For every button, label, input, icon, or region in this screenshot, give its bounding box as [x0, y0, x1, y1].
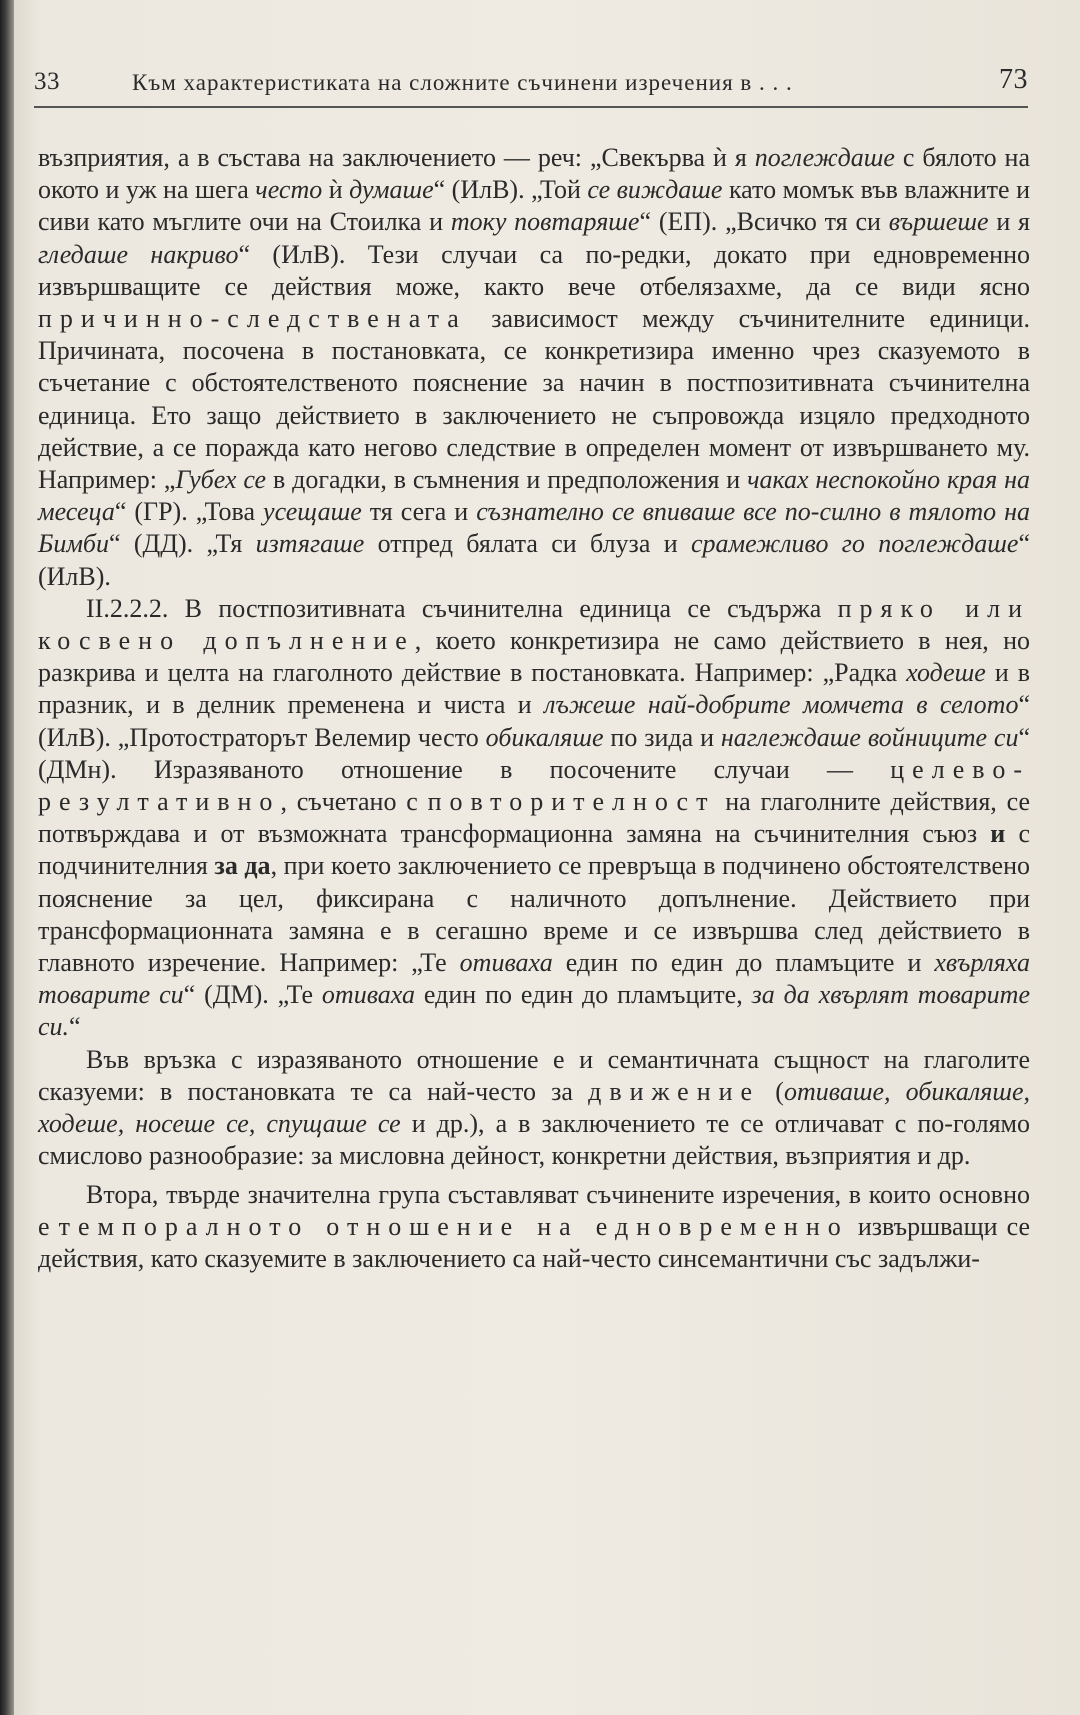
paragraph-3: Във връзка с изразяваното отношение е и семантичната същност на глаголите сказуеми: в постановката те са най-често за движение (отиваше, обикаляше, ходеше, носеше се, спущаше се и др.), а в заключението те се отличават с по-голямо смислово разнообразие: за мисловна дейност, конкретни действия, възприятия и др.: [38, 1044, 1031, 1171]
running-header: [34, 64, 1028, 104]
header-left-number: 33: [34, 68, 60, 95]
header-title: Към характеристиката на сложните съчинени изречения в . . .: [132, 70, 793, 95]
book-spine-shadow: [0, 0, 14, 1715]
body-text: [38, 142, 1030, 1275]
header-rule: [34, 106, 1028, 108]
paragraph-1: възприятия, а в състава на заключението — реч: „Свекърва ѝ я поглеждаше с бялото на окото и уж на шега често ѝ думаше“ (ИлВ). „Той се виждаше като момък във влажните и сиви като мъглите очи на Стоилка и току повтаряше“ (ЕП). „Всичко тя си вършеше и я гледаше накриво“ (ИлВ). Тези случаи са по-редки, докато при едновременно извършващите се действия може, както вече отбелязахме, да се види ясно причинно-следствената зависимост между съчинителните единици. Причината, посочена в постановката, се конкретизира именно чрез сказуемото в съчетание с обстоятелственото пояснение за начин в постпозитивната съчинителна единица. Ето защо действието в заключението не съпровожда изцяло предходното действие, а се поражда като негово следствие в определен момент от извършването му. Например: „Губех се в догадки, в съмнения и предположения и чаках неспокойно края на месеца“ (ГР). „Това усещаше тя сега и съзнателно се впиваше все по-силно в тялото на Бимби“ (ДД). „Тя изтягаше отпред бялата си блуза и срамежливо го поглеждаше“ (ИлВ).: [38, 143, 1031, 591]
page-number: 73: [999, 64, 1028, 95]
paragraph-2: II.2.2.2. В постпозитивната съчинителна единица се съдържа пряко или косвено допълнение, което конкретизира не само действието в нея, но разкрива и целта на глаголното действие в постановката. Например: „Радка ходеше и в празник, и в делник пременена и чиста и лъжеше най-добрите момчета в селото“ (ИлВ). „Протостраторът Велемир често обикаляше по зида и наглеждаше войниците си“ (ДМн). Изразяваното отношение в посочените случаи — целево-резултативно, съчетано с повторителност на глаголните действия, се потвърждава и от възможната трансформационна замяна на съчинителния съюз и с подчинителния за да, при което заключението се превръща в подчинено обстоятелствено пояснение за цел, фиксирана с наличното допълнение. Действието при трансформационната замяна е в сегашно време и се извършва след действието в главното изречение. Например: „Те отиваха един по един до пламъците и хвърляха товарите си“ (ДМ). „Те отиваха един по един до пламъците, за да хвърлят товарите си.“: [38, 593, 1031, 1042]
paragraph-4: Втора, твърде значителна група съставляват съчинените изречения, в които основно е темпоралното отношение на едновременно извършващи се действия, като сказуемите в заключението са най-често синсемантични със задължи-: [38, 1179, 1030, 1273]
